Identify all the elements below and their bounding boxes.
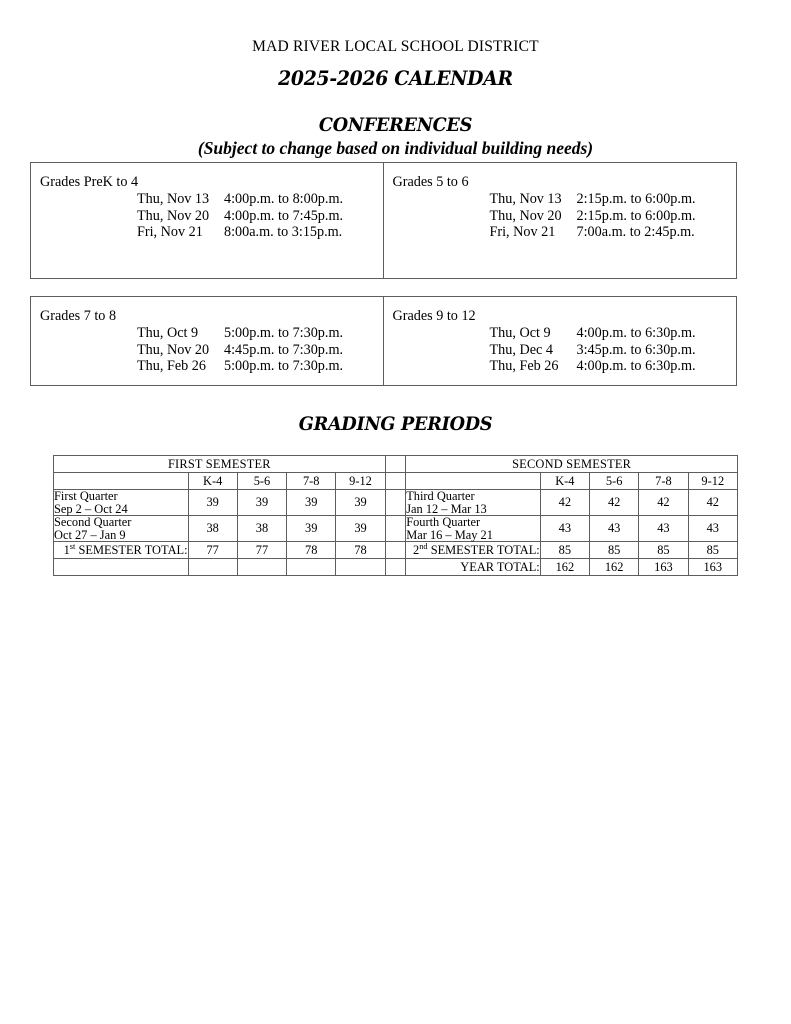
table-row-semester-titles [54,456,738,473]
conference-schedule-row [490,342,696,359]
quarter-value: 39 [237,490,286,516]
calendar-year-title: 2025-2026 CALENDAR [278,66,513,90]
quarter-value: 43 [688,516,737,542]
grading-periods-table [53,455,738,576]
conference-date: Thu, Nov 20 [137,207,210,224]
semester-total-value: 85 [639,542,688,559]
year-total-value: 162 [540,559,589,576]
conference-time: 8:00a.m. to 3:15p.m. [224,224,343,240]
column-header-56-second: 5-6 [590,473,639,490]
semester-total-value: 85 [540,542,589,559]
conference-schedule-row [490,325,696,342]
semester-total-value: 85 [590,542,639,559]
semester-total-value: 77 [237,542,286,559]
quarter-value: 39 [188,490,237,516]
quarter-dates: Sep 2 – Oct 24 [54,501,128,516]
table-gutter-cell [385,559,406,576]
quarter-name: First Quarter [54,489,118,503]
quarter-label-first [54,490,189,516]
column-header-912-first: 9-12 [336,473,385,490]
year-total-value: 162 [590,559,639,576]
semester-total-value: 78 [336,542,385,559]
conference-box-row-1 [30,162,737,279]
total-label-text: SEMESTER TOTAL: [75,542,188,557]
conference-grade-label: Grades 7 to 8 [40,308,117,324]
quarter-value: 39 [336,516,385,542]
conference-time: 5:00p.m. to 7:30p.m. [224,358,344,374]
column-header-k4-first: K-4 [188,473,237,490]
table-gutter-cell [385,473,406,490]
second-semester-total-label [406,542,541,559]
conferences-subtitle: (Subject to change based on individual building needs) [197,138,594,158]
quarter-dates: Oct 27 – Jan 9 [54,527,126,542]
total-label-number: 2 [413,542,420,557]
conference-time: 4:00p.m. to 6:30p.m. [576,325,696,341]
column-header-78-second: 7-8 [639,473,688,490]
left-blank-value [336,559,385,576]
conference-date: Thu, Feb 26 [137,358,206,374]
empty-corner-cell-right [406,473,541,490]
conference-grade-label: Grades 9 to 12 [392,308,476,324]
quarter-label-third [406,490,541,516]
conference-schedule-row [137,358,343,375]
conference-date: Thu, Feb 26 [489,358,559,374]
quarter-value: 42 [540,490,589,516]
second-semester-title: SECOND SEMESTER [406,456,738,473]
quarter-value: 42 [688,490,737,516]
conference-date: Thu, Dec 4 [489,341,553,358]
conference-schedule-list [490,325,696,375]
quarter-name: Fourth Quarter [406,515,481,530]
quarter-value: 38 [237,516,286,542]
table-row-semester-totals [54,542,738,559]
quarter-name: Third Quarter [406,489,475,503]
table-gutter-cell [385,516,406,542]
table-row-quarter-1-3 [54,490,738,516]
total-label-ordinal-suffix: nd [419,541,428,551]
conference-time: 4:00p.m. to 7:45p.m. [224,207,344,224]
conference-box-row-2 [30,296,737,386]
grading-periods-heading: GRADING PERIODS [298,413,493,435]
conference-schedule-row [137,325,343,342]
empty-corner-cell-left [54,473,189,490]
year-total-value: 163 [688,559,737,576]
conference-date: Thu, Nov 13 [137,191,210,207]
semester-total-value: 77 [188,542,237,559]
conference-schedule-row [490,224,696,241]
conference-schedule-row [137,342,343,359]
conference-schedule-row [137,191,343,208]
conference-date: Thu, Oct 9 [489,325,551,341]
quarter-value: 39 [336,490,385,516]
year-total-label: YEAR TOTAL: [406,559,541,576]
conference-schedule-row [490,208,696,225]
conference-schedule-list [137,325,343,375]
table-gutter-cell [385,490,406,516]
conference-time: 4:00p.m. to 8:00p.m. [224,191,344,207]
semester-total-value: 78 [287,542,336,559]
table-row-year-total [54,559,738,576]
conference-grade-label: Grades PreK to 4 [40,174,139,190]
conference-schedule-row [490,191,696,208]
table-row-grade-headers [54,473,738,490]
conference-schedule-row [137,224,343,241]
first-semester-title: FIRST SEMESTER [54,456,386,473]
conferences-heading: CONFERENCES [318,114,473,136]
conference-date: Thu, Nov 20 [489,207,562,224]
conference-block-7-8 [31,297,384,385]
quarter-value: 43 [540,516,589,542]
conference-time: 2:15p.m. to 6:00p.m. [576,191,696,207]
quarter-value: 38 [188,516,237,542]
total-label-number: 1 [63,542,70,557]
conference-block-5-6 [384,163,737,278]
year-total-value: 163 [639,559,688,576]
grading-periods-table-wrap [53,455,738,576]
conference-schedule-row [490,358,696,375]
conference-date: Thu, Oct 9 [137,325,199,341]
column-header-56-first: 5-6 [237,473,286,490]
quarter-value: 43 [590,516,639,542]
semester-total-value: 85 [688,542,737,559]
conference-schedule-list [137,191,343,241]
district-title: MAD RIVER LOCAL SCHOOL DISTRICT [252,38,539,55]
conference-date: Thu, Nov 20 [137,341,210,358]
column-header-912-second: 9-12 [688,473,737,490]
quarter-dates: Mar 16 – May 21 [406,527,493,542]
conference-grade-label: Grades 5 to 6 [392,174,469,190]
conference-date: Fri, Nov 21 [489,224,556,240]
conference-block-prek-4 [31,163,384,278]
quarter-value: 42 [590,490,639,516]
conference-time: 2:15p.m. to 6:00p.m. [576,207,696,224]
quarter-dates: Jan 12 – Mar 13 [406,501,487,516]
table-gutter-cell [385,456,406,473]
conference-time: 4:00p.m. to 6:30p.m. [576,358,696,374]
conference-time: 5:00p.m. to 7:30p.m. [224,325,344,341]
conference-date: Fri, Nov 21 [137,224,203,240]
table-row-quarter-2-4 [54,516,738,542]
column-header-k4-second: K-4 [540,473,589,490]
quarter-label-fourth [406,516,541,542]
left-blank-label [54,559,189,576]
first-semester-total-label [54,542,189,559]
conference-schedule-row [137,208,343,225]
quarter-name: Second Quarter [54,515,132,530]
left-blank-value [287,559,336,576]
total-label-text: SEMESTER TOTAL: [427,542,540,557]
conference-block-9-12 [384,297,737,385]
total-label-ordinal-suffix: st [69,541,76,551]
quarter-value: 42 [639,490,688,516]
conference-time: 4:45p.m. to 7:30p.m. [224,341,344,358]
conference-date: Thu, Nov 13 [489,191,562,207]
left-blank-value [188,559,237,576]
quarter-value: 39 [287,490,336,516]
conference-schedule-list [490,191,696,241]
conference-time: 3:45p.m. to 6:30p.m. [576,341,696,358]
quarter-label-second [54,516,189,542]
quarter-value: 39 [287,516,336,542]
column-header-78-first: 7-8 [287,473,336,490]
quarter-value: 43 [639,516,688,542]
table-gutter-cell [385,542,406,559]
conference-time: 7:00a.m. to 2:45p.m. [576,224,695,240]
left-blank-value [237,559,286,576]
